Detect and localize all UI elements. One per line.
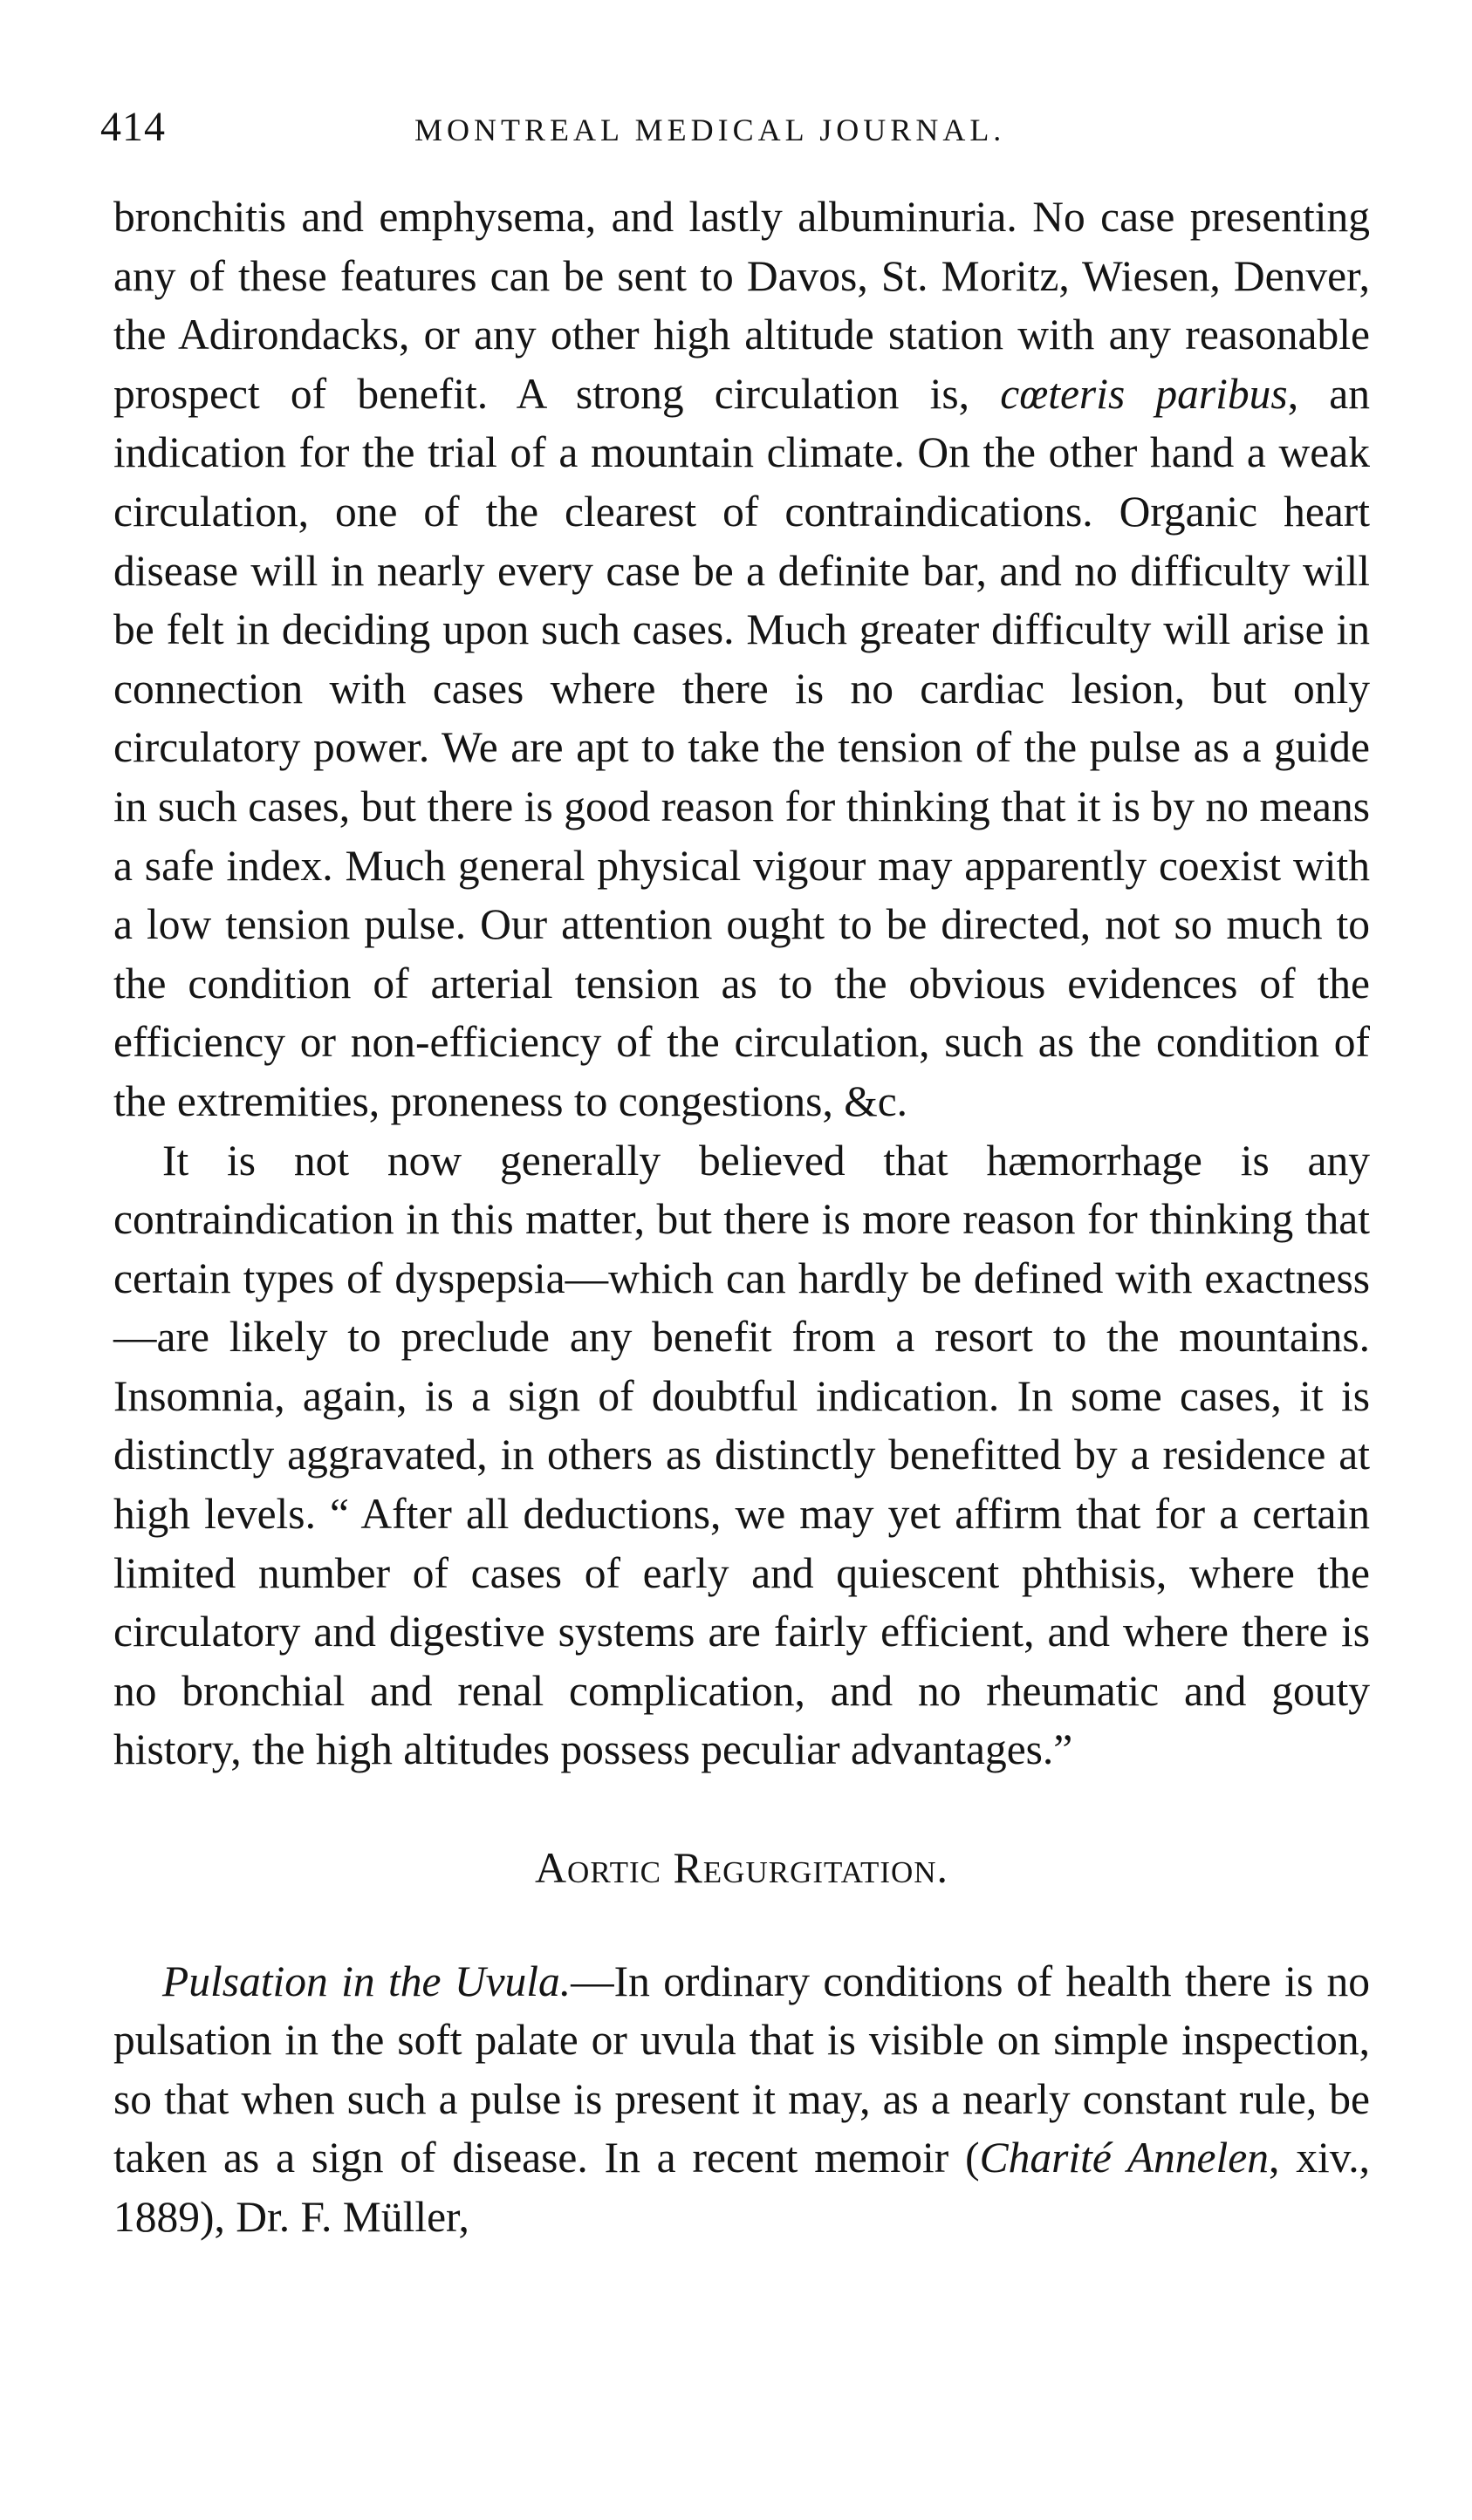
latin-phrase: cœteris paribus (1000, 369, 1288, 418)
paragraph-text: bronchitis and emphysema, and lastly albuminuria. No case presenting any of these features can be sent to Davos, St. Moritz, Wiesen, Denver, the Adirondacks, or any other high altitude station with any reasonable prospect of benefit. A strong circulation is, (113, 193, 1370, 418)
running-head (100, 103, 1374, 164)
page-number: 414 (100, 104, 166, 150)
citation-title: Charité Annelen (979, 2134, 1269, 2182)
paragraph-text: , xiv., 1889), Dr. F. Müller, (113, 2134, 1371, 2241)
paragraph-text: , an indication for the trial of a mountain climate. On the other hand a weak circulation, one of the clearest of contraindications. Organic heart disease will in nearly every case be a definite bar, and no difficulty will be felt in deciding upon such cases. Much greater difficulty will arise in connection with cases where there is no cardiac lesion, but only circulatory power. We are apt to take the tension of the pulse as a guide in such cases, but there is good reason for thinking that it is by no means a safe index. Much general physical vigour may apparently coexist with a low tension pulse. Our attention ought to be directed, not so much to the condition of arterial tension as to the obvious evidences of the efficiency or non-efficiency of the circulation, such as the condition of the extremities, proneness to congestions, &c. (113, 369, 1370, 1125)
subsection-title: Pulsation in the Uvula. (162, 1957, 572, 2005)
journal-title: MONTREAL MEDICAL JOURNAL. (414, 113, 1006, 147)
paragraph-continued (113, 188, 1370, 1131)
paragraph (113, 1952, 1370, 2247)
paragraph-text: It is not now generally believed that hæmorrhage is any contraindication in this matter, but there is more reason for thinking that certain types of dyspepsia—which can hardly be defined with exactness—are likely to preclude any benefit from a resort to the mountains. Insomnia, again, is a sign of doubtful indication. In some cases, it is distinctly aggravated, in others as distinctly benefitted by a residence at high levels. “ After all deductions, we may yet affirm that for a certain limited number of cases of early and quiescent phthisis, where the circulatory and digestive systems are fairly efficient, and where there is no bronchial and renal complication, and no rheumatic and gouty history, the high altitudes possess peculiar advantages.” (113, 1136, 1370, 1774)
paragraph (113, 1131, 1370, 1780)
paragraph-text: —In ordinary conditions of health there is no pulsation in the soft palate or uvula that is visible on simple inspection, so that when such a pulse is present it may, as a nearly constant rule, be taken as a sign of disease. In a recent memoir ( (113, 1957, 1370, 2182)
article-body (113, 188, 1370, 2247)
section-heading: Aortic Regurgitation. (534, 1843, 949, 1893)
